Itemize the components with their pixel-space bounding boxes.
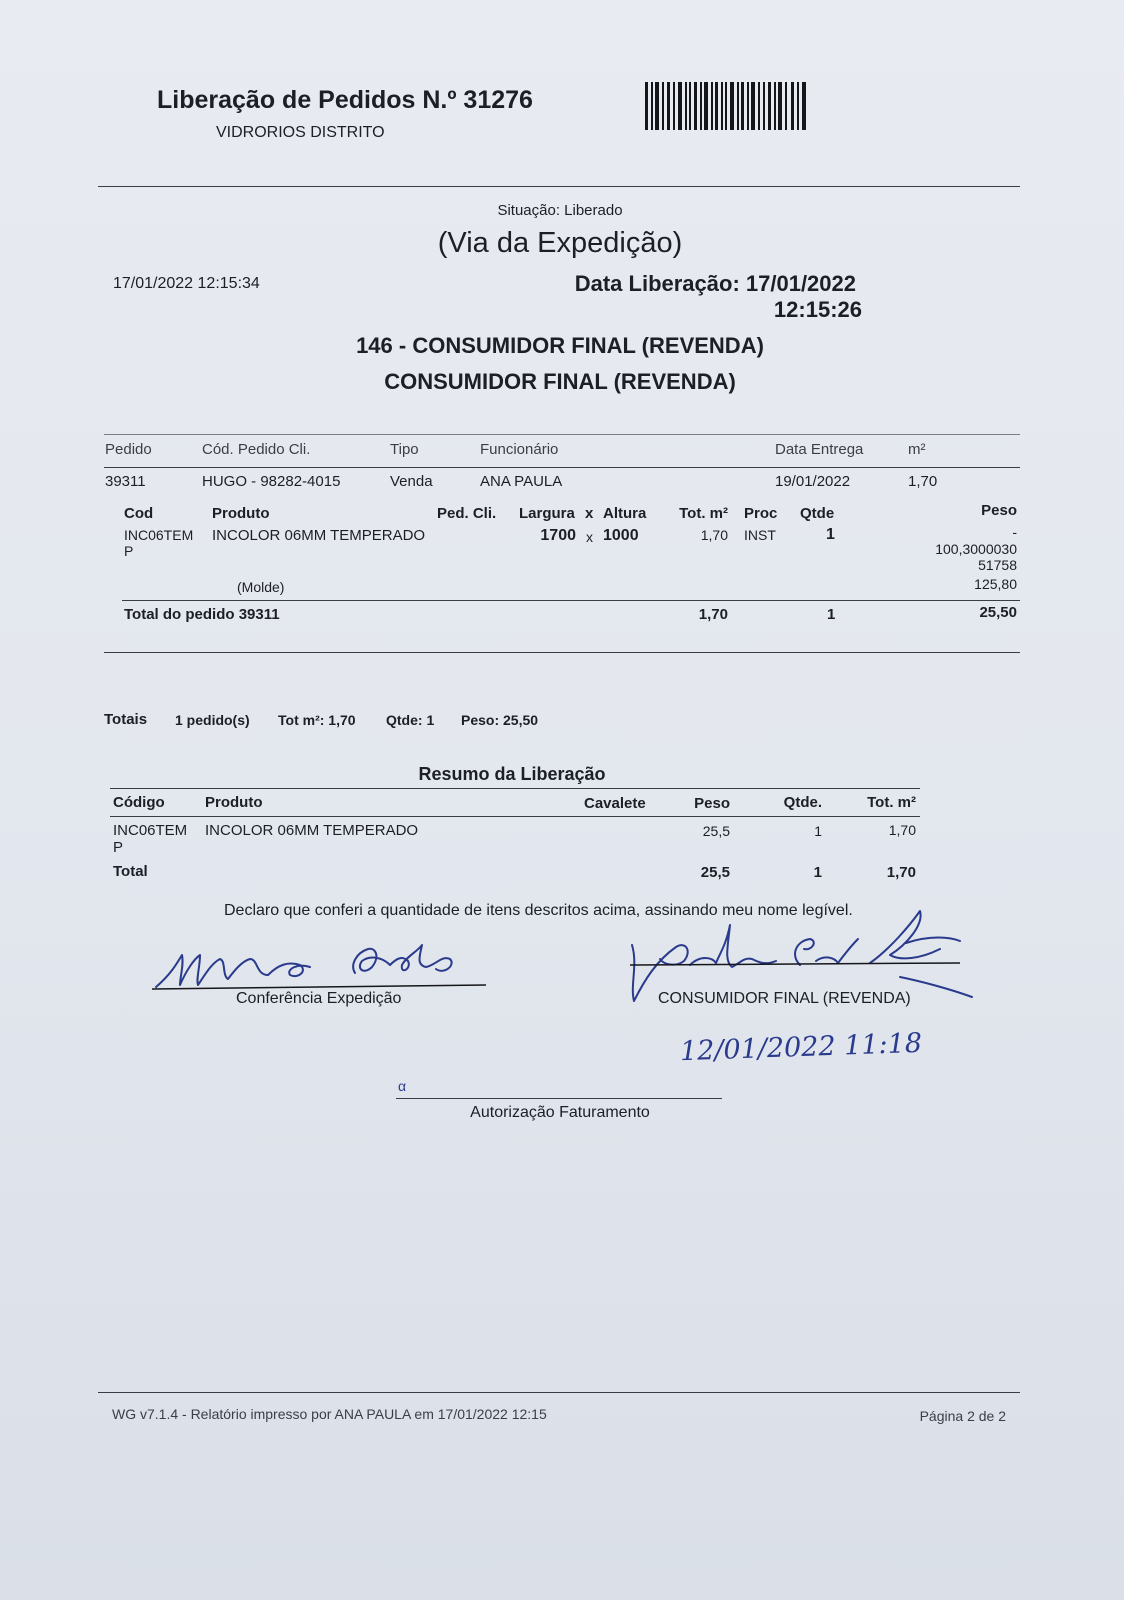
summary-header-tot-m2: Tot. m² [867, 794, 916, 811]
item-altura: 1000 [603, 527, 639, 544]
summary-title: Resumo da Liberação [418, 764, 606, 784]
summary-total-label: Total [113, 863, 148, 880]
company-name: VIDRORIOS DISTRITO [216, 124, 385, 141]
item-header-qtde: Qtde [800, 505, 835, 522]
order-tipo: Venda [390, 473, 433, 490]
item-proc: INST [744, 527, 776, 543]
document-title: Liberação de Pedidos N.º 31276 [157, 86, 533, 114]
client-name: 146 - CONSUMIDOR FINAL (REVENDA) [356, 333, 764, 358]
item-cod-line1: INC06TEM [124, 527, 194, 543]
item-header-tot-m2: Tot. m² [679, 505, 728, 522]
item-header-cod: Cod [124, 505, 154, 522]
release-date: Data Liberação: 17/01/2022 [574, 271, 856, 296]
footer-divider [98, 1392, 1020, 1393]
order-total-tot-m2: 1,70 [698, 606, 728, 623]
authorization-mark: α [398, 1078, 407, 1094]
summary-tot-m2: 1,70 [888, 822, 916, 838]
authorization-line [396, 1098, 722, 1099]
summary-header-produto: Produto [205, 794, 263, 811]
summary-total-qtde: 1 [813, 864, 822, 881]
footer-page-number: Página 2 de 2 [919, 1408, 1006, 1424]
via-title: (Via da Expedição) [437, 227, 683, 259]
totals-qtde: Qtde: 1 [386, 712, 435, 728]
item-molde: (Molde) [237, 579, 285, 595]
item-qtde: 1 [826, 526, 835, 543]
order-header-rule [104, 467, 1020, 468]
declaration-text: Declaro que conferi a quantidade de itens descritos acima, assinando meu nome legível. [224, 902, 853, 919]
item-tot-m2: 1,70 [700, 527, 728, 543]
order-funcionario: ANA PAULA [480, 473, 563, 490]
summary-top-rule [110, 788, 920, 789]
order-table-top-rule [104, 434, 1020, 435]
handwritten-date: 12/01/2022 11:18 [679, 1027, 923, 1068]
col-header-cod-pedido-cli: Cód. Pedido Cli. [202, 441, 311, 458]
order-data-entrega: 19/01/2022 [775, 473, 851, 490]
item-x: x [586, 529, 593, 545]
summary-total-peso: 25,5 [700, 864, 730, 881]
summary-header-qtde: Qtde. [783, 794, 822, 811]
item-peso-dash: - [1012, 524, 1017, 540]
release-time: 12:15:26 [773, 297, 862, 322]
order-m2: 1,70 [908, 473, 938, 490]
summary-qtde: 1 [814, 823, 822, 839]
barcode [645, 82, 807, 130]
col-header-funcionario: Funcionário [480, 441, 559, 458]
item-peso-line3: 125,80 [974, 576, 1017, 592]
item-peso-line1: 100,3000030 [935, 541, 1017, 557]
item-header-ped-cli: Ped. Cli. [437, 505, 497, 522]
signature-right-label: CONSUMIDOR FINAL (REVENDA) [658, 990, 911, 1007]
print-datetime: 17/01/2022 12:15:34 [113, 275, 260, 292]
signature-left [150, 935, 490, 995]
summary-codigo-line2: P [113, 839, 124, 856]
item-produto: INCOLOR 06MM TEMPERADO [212, 527, 426, 544]
totals-tot-m2: Tot m²: 1,70 [278, 712, 356, 728]
client-subname: CONSUMIDOR FINAL (REVENDA) [384, 369, 736, 394]
order-table-bottom-rule [104, 652, 1020, 653]
status-text: Situação: Liberado [497, 202, 623, 219]
item-largura: 1700 [540, 527, 576, 544]
summary-codigo-line1: INC06TEM [113, 822, 188, 839]
order-total-peso: 25,50 [979, 604, 1017, 621]
summary-header-cavalete: Cavalete [584, 795, 646, 812]
item-peso-line2: 51758 [978, 557, 1017, 573]
item-header-peso: Peso [981, 502, 1017, 519]
summary-peso: 25,5 [702, 823, 730, 839]
order-cod-pedido-cli: HUGO - 98282-4015 [202, 473, 341, 490]
item-header-x: x [585, 505, 594, 522]
authorization-label: Autorização Faturamento [470, 1104, 650, 1121]
order-pedido: 39311 [105, 473, 146, 490]
totals-peso: Peso: 25,50 [461, 712, 539, 728]
item-header-altura: Altura [603, 505, 647, 522]
footer-report-info: WG v7.1.4 - Relatório impresso por ANA PAULA em 17/01/2022 12:15 [112, 1406, 547, 1422]
totals-label: Totais [104, 711, 148, 728]
header-divider [98, 186, 1020, 187]
item-header-largura: Largura [519, 505, 575, 522]
signature-left-label: Conferência Expedição [236, 990, 402, 1007]
col-header-tipo: Tipo [390, 441, 419, 458]
col-header-data-entrega: Data Entrega [775, 441, 864, 458]
summary-produto: INCOLOR 06MM TEMPERADO [205, 822, 419, 839]
order-total-label: Total do pedido 39311 [124, 606, 280, 623]
summary-total-tot-m2: 1,70 [886, 864, 916, 881]
col-header-pedido: Pedido [105, 441, 152, 458]
summary-header-codigo: Código [113, 794, 165, 811]
item-cod-line2: P [124, 543, 134, 559]
order-total-qtde: 1 [827, 606, 836, 623]
summary-header-peso: Peso [694, 795, 730, 812]
totals-pedidos: 1 pedido(s) [175, 712, 250, 728]
order-total-rule [122, 600, 1020, 601]
item-header-proc: Proc [744, 505, 778, 522]
item-header-produto: Produto [212, 505, 270, 522]
col-header-m2: m² [908, 441, 926, 458]
summary-header-rule [110, 816, 920, 817]
